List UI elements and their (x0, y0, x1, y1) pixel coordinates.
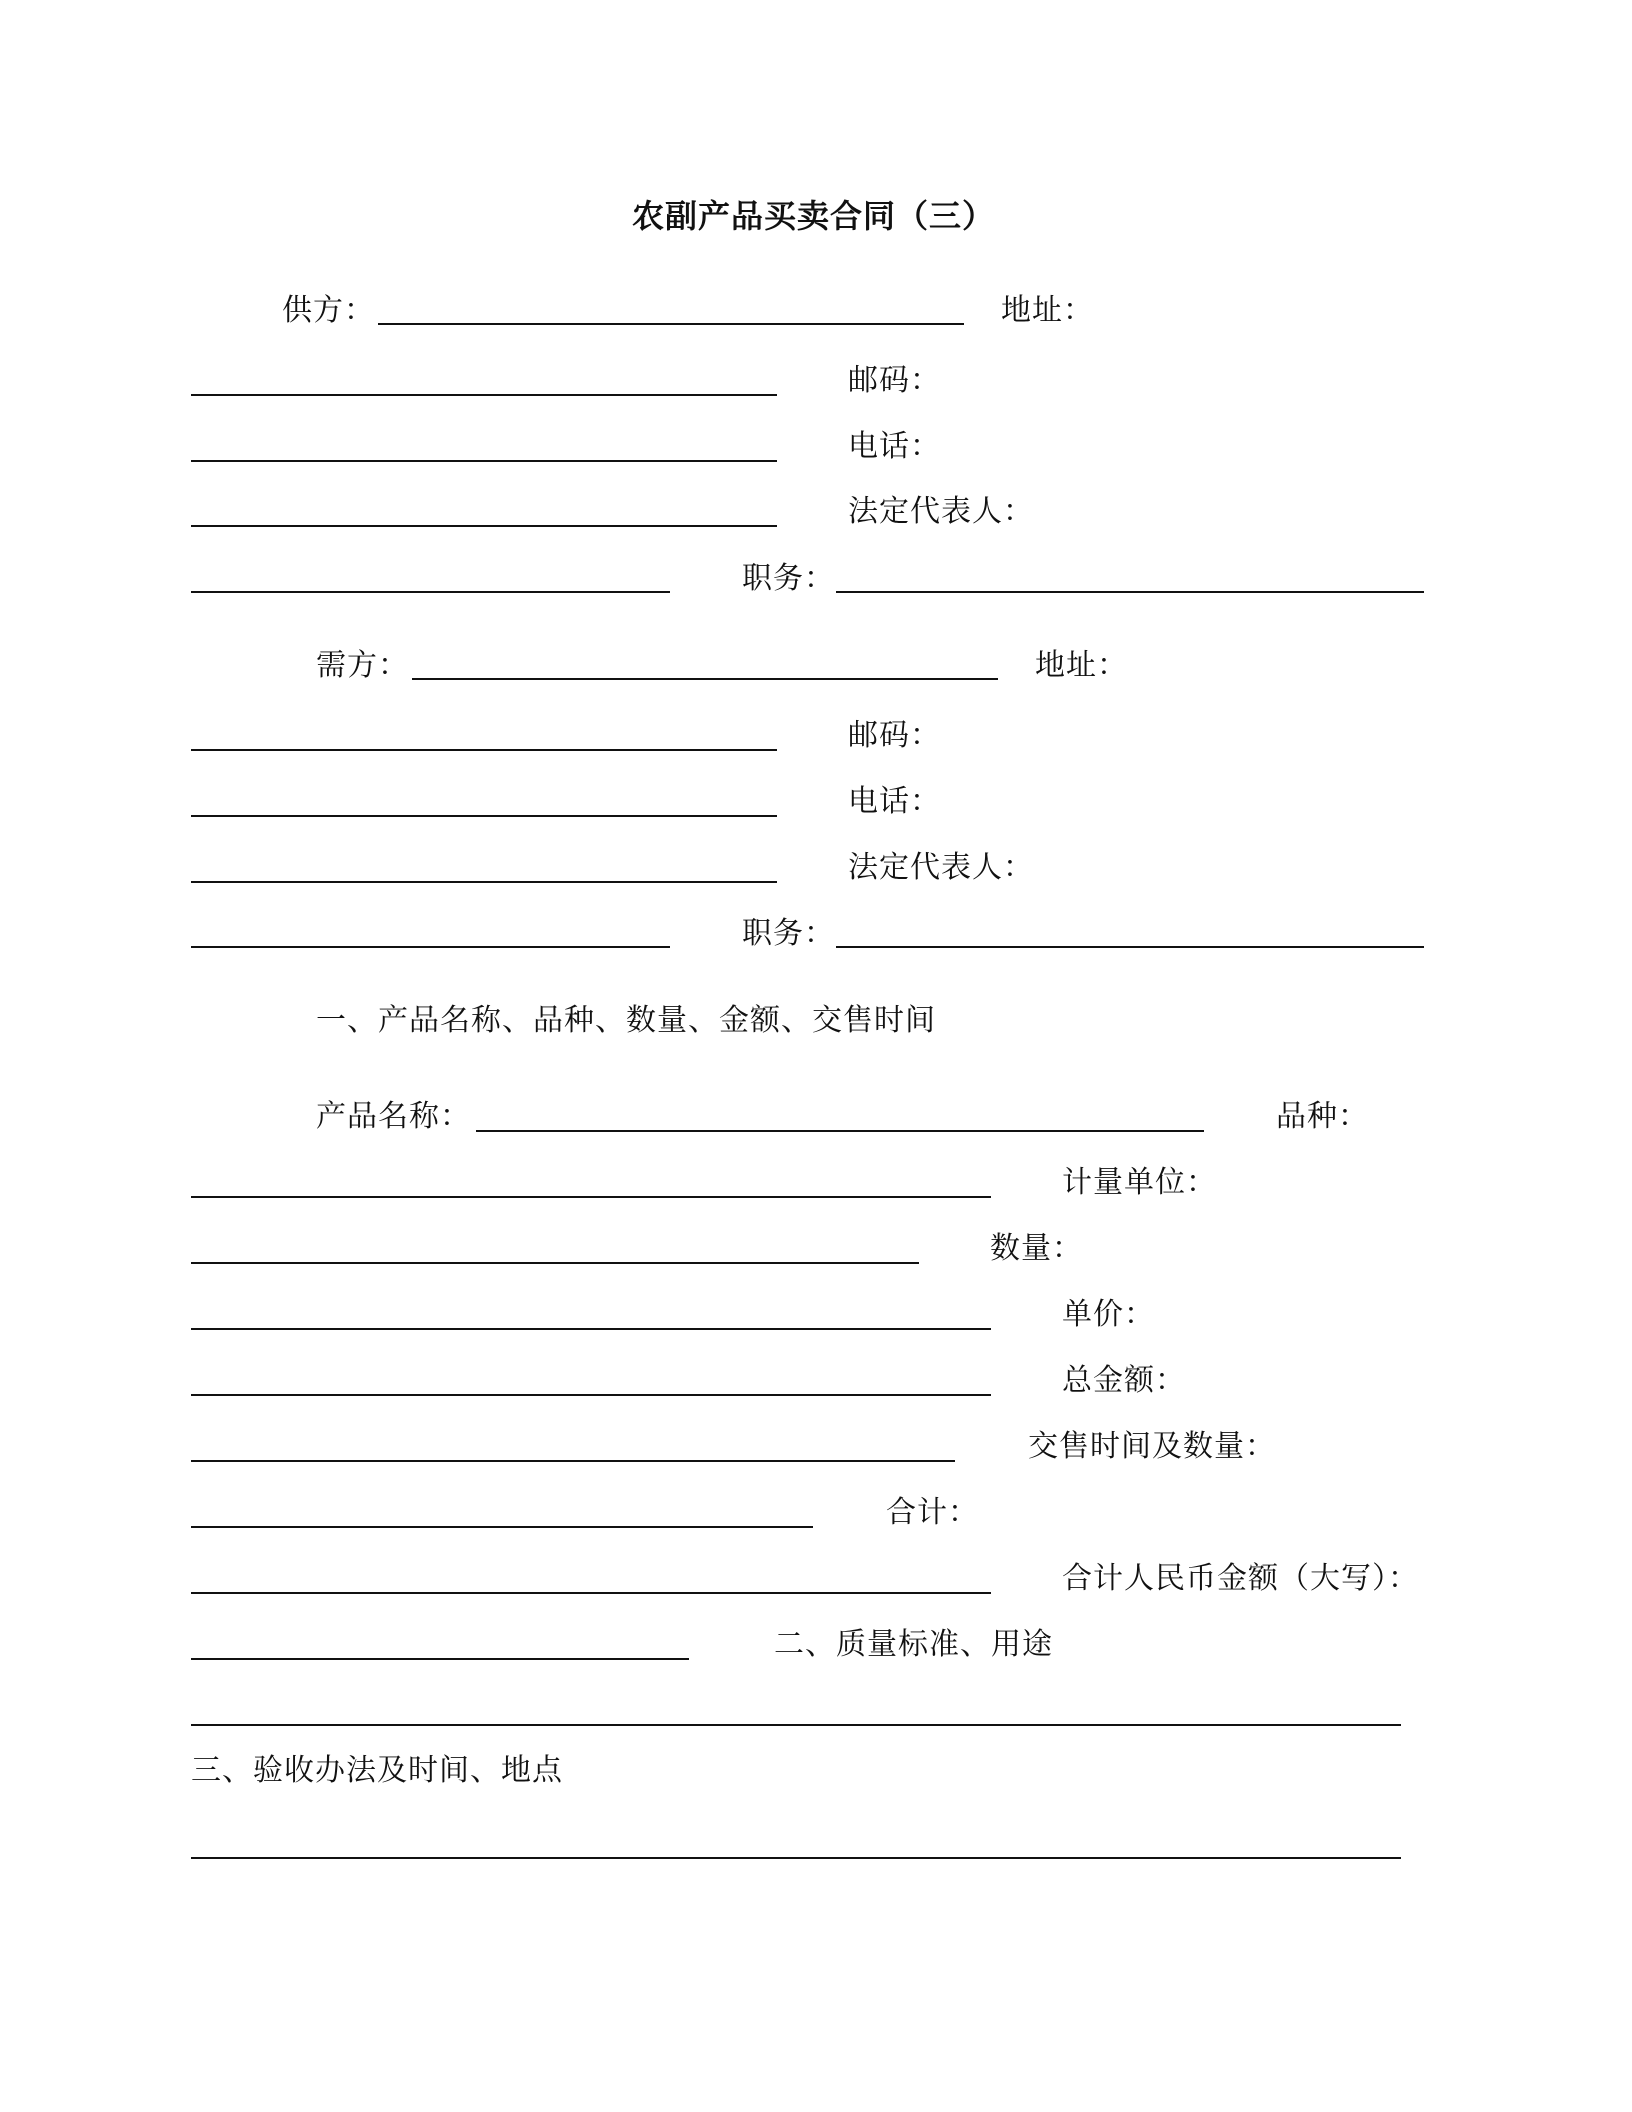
unit-price-field[interactable] (191, 1394, 991, 1396)
variety-field[interactable] (191, 1196, 991, 1198)
product-name-label: 产品名称： (316, 1099, 471, 1134)
buyer-address-field[interactable] (191, 749, 777, 751)
supplier-postcode-field[interactable] (191, 460, 777, 462)
total-amount-field[interactable] (191, 1460, 955, 1462)
variety-label: 品种： (1276, 1099, 1369, 1134)
supplier-address-field[interactable] (191, 394, 777, 396)
supplier-legal-rep-label: 法定代表人： (848, 494, 1034, 529)
subtotal-field[interactable] (191, 1592, 991, 1594)
buyer-position-label: 职务： (742, 916, 835, 951)
subtotal-label: 合计： (886, 1495, 979, 1530)
quantity-field[interactable] (191, 1328, 991, 1330)
supplier-name-field[interactable] (378, 323, 964, 325)
document-title: 农副产品买卖合同（三） (632, 197, 996, 235)
quantity-label: 数量： (990, 1231, 1083, 1266)
delivery-time-field[interactable] (191, 1526, 813, 1528)
section1-heading: 一、产品名称、品种、数量、金额、交售时间 (316, 1003, 936, 1038)
buyer-position-field[interactable] (836, 946, 1424, 948)
supplier-label: 供方： (282, 293, 375, 328)
buyer-phone-label: 电话： (848, 784, 941, 819)
buyer-legal-rep-label: 法定代表人： (848, 850, 1034, 885)
buyer-name-field[interactable] (412, 678, 998, 680)
buyer-postcode-label: 邮码： (848, 718, 941, 753)
supplier-position-label: 职务： (742, 561, 835, 596)
delivery-time-label: 交售时间及数量： (1028, 1429, 1276, 1464)
rmb-capital-label: 合计人民币金额（大写）： (1062, 1561, 1419, 1596)
buyer-phone-field[interactable] (191, 881, 777, 883)
section3-field[interactable] (191, 1857, 1401, 1859)
supplier-phone-field[interactable] (191, 525, 777, 527)
unit-price-label: 单价： (1062, 1297, 1155, 1332)
section2-heading: 二、质量标准、用途 (774, 1627, 1053, 1662)
section2-field[interactable] (191, 1724, 1401, 1726)
supplier-phone-label: 电话： (848, 429, 941, 464)
total-amount-label: 总金额： (1062, 1363, 1186, 1398)
buyer-postcode-field[interactable] (191, 815, 777, 817)
supplier-position-field[interactable] (836, 591, 1424, 593)
buyer-label: 需方： (316, 648, 409, 683)
supplier-address-label: 地址： (1001, 293, 1094, 328)
section3-heading: 三、验收办法及时间、地点 (191, 1753, 563, 1788)
product-name-field[interactable] (476, 1130, 1204, 1132)
rmb-capital-field[interactable] (191, 1658, 689, 1660)
buyer-address-label: 地址： (1035, 648, 1128, 683)
buyer-legal-rep-field[interactable] (191, 946, 670, 948)
supplier-legal-rep-field[interactable] (191, 591, 670, 593)
supplier-postcode-label: 邮码： (848, 363, 941, 398)
unit-field[interactable] (191, 1262, 919, 1264)
unit-label: 计量单位： (1062, 1165, 1217, 1200)
